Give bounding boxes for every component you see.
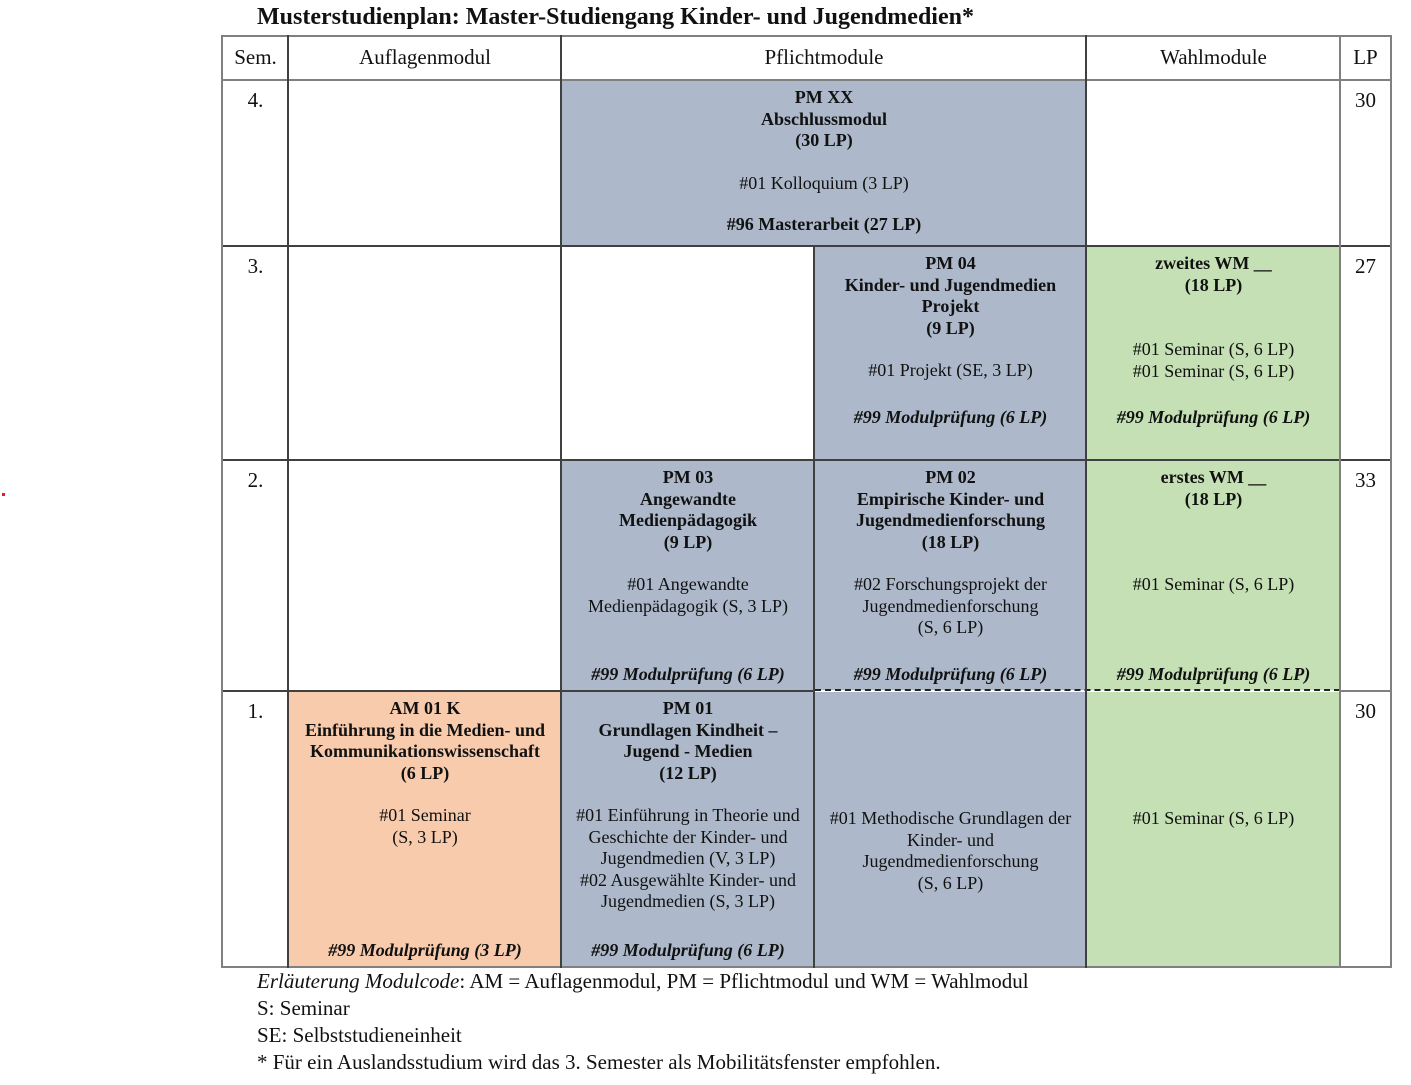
header-auflagenmodul: [289, 37, 561, 79]
note-seminar: S: Seminar: [257, 996, 350, 1020]
semester-1-lp: 30: [1341, 692, 1390, 966]
course: #01 Seminar (S, 6 LP): [1132, 808, 1295, 828]
col-divider-pflicht: [1085, 35, 1087, 968]
module-name: Kinder- und Jugendmedien: [844, 274, 1057, 295]
module-exam: #99 Modulprüfung (6 LP): [1116, 406, 1311, 427]
header-pflichtmodule-label: Pflichtmodule: [764, 45, 884, 70]
module-name: Einführung in die Medien- und: [304, 719, 546, 740]
semester-4-auflagen-empty: [289, 81, 561, 245]
col-divider-sem: [287, 35, 289, 968]
module-name: Grundlagen Kindheit –: [598, 719, 778, 740]
course: #01 Methodische Grundlagen der: [829, 808, 1072, 828]
course: #01 Kolloquium (3 LP): [739, 172, 909, 193]
header-wahlmodule: [1087, 37, 1340, 79]
page-title: Musterstudienplan: Master-Studiengang Kinder- und Jugendmedien*: [257, 4, 974, 30]
module-code: erstes WM __: [1160, 467, 1267, 487]
course: #02 Ausgewählte Kinder- und: [579, 869, 797, 890]
module-pm-04: [815, 247, 1086, 459]
course: Jugendmedienforschung: [862, 595, 1039, 616]
module-name: Projekt: [921, 296, 980, 316]
row-divider-2-1: [221, 690, 815, 692]
module-exam: #96 Masterarbeit (27 LP): [726, 213, 922, 234]
semester-1-label: 1.: [223, 692, 288, 966]
module-lp: (9 LP): [663, 531, 713, 552]
header-divider: [221, 79, 1392, 81]
module-lp: (9 LP): [926, 317, 975, 338]
module-exam: #99 Modulprüfung (3 LP): [328, 939, 522, 960]
course: (S, 6 LP): [917, 872, 984, 893]
table-border-left: [221, 35, 223, 968]
module-code: PM 02: [925, 467, 976, 487]
module-lp: (6 LP): [400, 762, 450, 783]
table-border-right: [1390, 35, 1392, 968]
module-pm-03: [562, 461, 814, 690]
module-exam: #99 Modulprüfung (6 LP): [853, 663, 1048, 684]
table-border-top: [221, 35, 1392, 37]
module-exam: #99 Modulprüfung (6 LP): [853, 406, 1048, 427]
header-sem: [223, 37, 288, 79]
course: #01 Projekt (SE, 3 LP): [868, 360, 1033, 380]
semester-3-pflicht-empty: [562, 247, 814, 459]
module-name: Kommunikationswissenschaft: [309, 741, 541, 761]
module-pm-02: [815, 461, 1086, 690]
module-name: Angewandte: [639, 488, 736, 509]
note-modulcode-text: : AM = Auflagenmodul, PM = Pflichtmodul und WM = Wahlmodul: [459, 969, 1029, 993]
module-code: AM 01 K: [389, 698, 461, 718]
note-modulcode: [257, 968, 1029, 995]
row-divider-4-3: [221, 245, 1392, 247]
semester-3-label: 3.: [223, 247, 288, 459]
semester-4-wahl-empty: [1087, 81, 1340, 245]
semester-4-label: 4.: [223, 81, 288, 245]
module-lp: (18 LP): [1184, 488, 1243, 509]
note-modulcode-label: Erläuterung Modulcode: [257, 969, 460, 993]
course: Jugendmedienforschung: [862, 851, 1039, 871]
header-sem-label: Sem.: [234, 45, 277, 70]
module-code: PM 01: [662, 698, 714, 718]
col-divider-pflicht-inner: [813, 247, 815, 968]
module-erstes-wm-semester-1: [1087, 692, 1340, 966]
course: #01 Seminar (S, 6 LP): [1132, 574, 1295, 594]
module-exam: #99 Modulprüfung (6 LP): [1116, 663, 1311, 684]
course: Kinder- und: [906, 829, 995, 850]
module-zweites-wm: [1087, 247, 1340, 459]
module-lp: (12 LP): [659, 762, 717, 783]
module-lp: (18 LP): [921, 531, 980, 552]
semester-2-lp: 33: [1341, 461, 1390, 690]
course: (S, 3 LP): [392, 826, 458, 847]
course: Jugendmedien (S, 3 LP): [601, 891, 775, 911]
header-pflichtmodule: [562, 37, 1086, 79]
module-name: Jugendmedienforschung: [855, 510, 1046, 530]
semester-2-label: 2.: [223, 461, 288, 690]
header-lp-label: LP: [1353, 45, 1378, 70]
module-code: PM XX: [794, 87, 854, 107]
red-marker-dot: [2, 493, 5, 496]
notes: [257, 968, 1029, 1076]
note-selbststudium: SE: Selbststudieneinheit: [257, 1023, 462, 1047]
header-wahlmodule-label: Wahlmodule: [1160, 45, 1267, 70]
module-name: Medienpädagogik: [618, 510, 758, 530]
col-divider-auflagen: [560, 35, 562, 968]
module-code: zweites WM __: [1155, 253, 1272, 273]
header-lp: [1341, 37, 1390, 79]
semester-2-auflagen-empty: [289, 461, 561, 690]
course: Geschichte der Kinder- und: [588, 826, 788, 847]
module-exam: #99 Modulprüfung (6 LP): [591, 663, 785, 684]
module-code: PM 04: [925, 253, 976, 273]
module-name: Jugend - Medien: [623, 741, 753, 761]
course: #01 Angewandte: [627, 574, 749, 594]
row-divider-3-2: [221, 459, 1392, 461]
module-pm-02-semester-1: [815, 692, 1086, 966]
module-erstes-wm: [1087, 461, 1340, 690]
dashed-divider: [815, 689, 1340, 691]
course: #02 Forschungsprojekt der: [854, 574, 1047, 594]
module-name: Abschlussmodul: [760, 108, 888, 129]
module-code: PM 03: [662, 467, 714, 487]
col-divider-wahl: [1339, 35, 1341, 968]
module-name: Empirische Kinder- und: [856, 488, 1045, 509]
course: Jugendmedien (V, 3 LP): [600, 848, 776, 868]
course: #01 Seminar (S, 6 LP): [1132, 339, 1295, 359]
module-exam: #99 Modulprüfung (6 LP): [591, 939, 785, 960]
semester-3-lp: 27: [1341, 247, 1390, 459]
module-pm-01: [562, 692, 814, 966]
course: #01 Einführung in Theorie und: [576, 805, 800, 825]
header-auflagenmodul-label: Auflagenmodul: [359, 45, 491, 70]
module-pm-xx: [562, 81, 1086, 245]
module-am-01-k: [289, 692, 561, 966]
course: (S, 6 LP): [917, 617, 984, 637]
semester-3-auflagen-empty: [289, 247, 561, 459]
note-auslandsstudium: * Für ein Auslandsstudium wird das 3. Semester als Mobilitätsfenster empfohlen.: [257, 1050, 941, 1074]
course: Medienpädagogik (S, 3 LP): [588, 595, 788, 616]
course: #01 Seminar (S, 6 LP): [1132, 360, 1295, 381]
module-lp: (30 LP): [795, 130, 853, 150]
semester-4-lp: 30: [1341, 81, 1390, 245]
course: #01 Seminar: [379, 805, 471, 825]
module-lp: (18 LP): [1184, 274, 1243, 295]
row-divider-2-1-lp: [1340, 690, 1392, 692]
